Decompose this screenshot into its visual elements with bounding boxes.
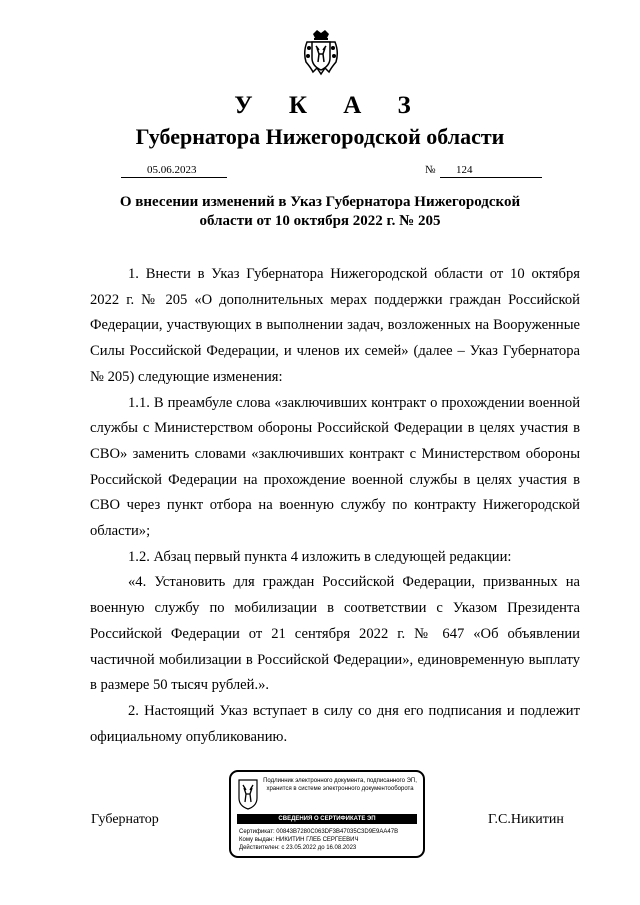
paragraph-1-1: 1.1. В преамбуле слова «заключивших контракт о прохождении военной службы с Министерством обороны Российской Федерации в целях участия в СВО» заменить словами «заключивших контракт с Министерством обороны Российской Федерации на прохождение военной службы в целях участия в СВО через пункт отбора на военную службу по контракту Нижегородской области»; — [90, 394, 580, 540]
stamp-note: Подлинник электронного документа, подписанного ЭП, хранится в системе электронного документооборота — [263, 778, 417, 792]
signature-name: Г.С.Никитин — [488, 812, 564, 827]
certificate-validity: Действителен: с 23.05.2022 до 16.08.2023 — [239, 845, 357, 851]
certificate-owner: Кому выдан: НИКИТИН ГЛЕБ СЕРГЕЕВИЧ — [239, 837, 359, 843]
deer-emblem-icon — [237, 778, 259, 810]
heading-line-2: области от 10 октября 2022 г. № 205 — [199, 213, 441, 229]
issuer: Губернатора Нижегородской области — [135, 124, 505, 149]
paragraph-1: 1. Внести в Указ Губернатора Нижегородской области от 10 октября 2022 г. № 205 «О дополнительных мерах поддержки граждан Российской Федерации, участвующих в выполнении задач, возложенных на Вооруженные Силы Российской Федерации, и членов их семей» (далее – Указ Губернатора № 205) следующие изменения: — [90, 266, 580, 385]
stamp-header: СВЕДЕНИЯ О СЕРТИФИКАТЕ ЭП — [237, 814, 417, 824]
certificate-id: Сертификат: 00843B7280C063DF3B47035C3D9E9AA47B — [239, 829, 399, 835]
heading-line-1: О внесении изменений в Указ Губернатора Нижегородской — [119, 194, 521, 210]
paragraph-2: 2. Настоящий Указ вступает в силу со дня его подписания и подлежит официальному опубликованию. — [90, 702, 580, 745]
document-number: 124 — [440, 163, 542, 178]
document-body — [90, 262, 580, 750]
electronic-signature-stamp — [229, 770, 425, 858]
document-type: У К А З — [234, 92, 426, 119]
signature-position: Губернатор — [91, 812, 159, 827]
coat-of-arms-icon — [303, 28, 339, 76]
paragraph-quote: «4. Установить для граждан Российской Федерации, призванных на военную службу по мобилизации в соответствии с Указом Президента Российской Федерации от 21 сентября 2022 г. № 647 «Об объявлении частичной мобилизации в Российской Федерации», единовременную выплату в размере 50 тысяч рублей.». — [90, 574, 580, 694]
paragraph-1-2: 1.2. Абзац первый пункта 4 изложить в следующей редакции: — [128, 548, 512, 565]
document-date: 05.06.2023 — [121, 163, 227, 178]
document-heading — [100, 193, 540, 231]
number-label: № — [425, 164, 436, 176]
